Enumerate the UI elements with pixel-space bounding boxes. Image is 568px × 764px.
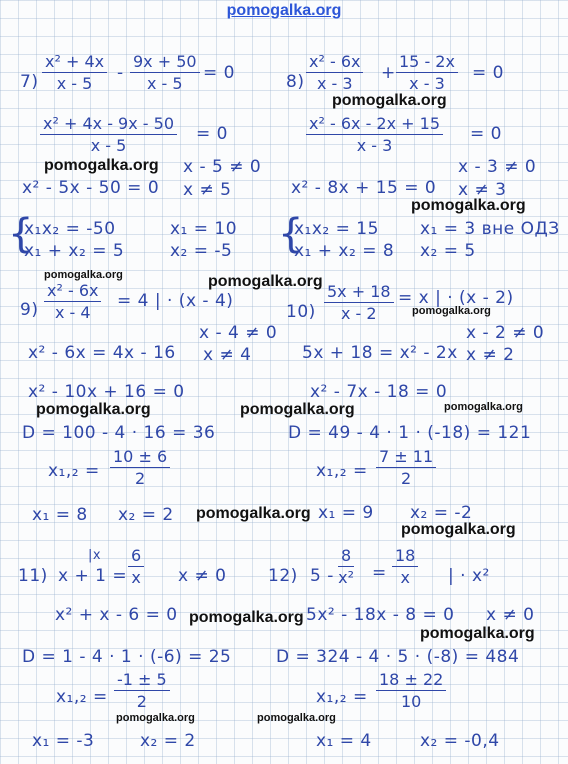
- equals-zero: = 0: [196, 124, 228, 144]
- numerator: 18 ± 22: [376, 670, 446, 691]
- left-hand-side: x + 1 =: [58, 566, 128, 586]
- right-hand-side: = x | · (x - 2): [398, 288, 514, 308]
- quadratic-equation: x² - 10x + 16 = 0: [28, 382, 185, 402]
- watermark: pomogalka.org: [44, 157, 159, 174]
- numerator: -1 ± 5: [114, 670, 170, 691]
- discriminant: D = 100 - 4 · 16 = 36: [22, 423, 216, 443]
- fraction: [130, 52, 200, 93]
- site-link[interactable]: pomogalka.org: [226, 2, 342, 19]
- vieta-product: x₁x₂ = -50: [24, 219, 116, 239]
- numerator: 9x + 50: [130, 52, 200, 73]
- system-brace: {: [278, 211, 304, 257]
- numerator: 6: [128, 546, 144, 567]
- numerator: 8: [338, 546, 354, 567]
- root-2: x₂ = -2: [410, 503, 473, 523]
- fraction: [44, 281, 101, 322]
- combined-fraction: [40, 114, 177, 155]
- operator: -: [117, 63, 124, 83]
- equals-sign: =: [372, 563, 387, 583]
- denominator: x²: [338, 568, 355, 587]
- numerator: 5x + 18: [324, 282, 394, 303]
- root-2: x₂ = -5: [170, 241, 233, 261]
- roots-formula-label: x₁,₂ =: [48, 461, 100, 481]
- operator: +: [381, 63, 396, 83]
- equation-step: 5x + 18 = x² - 2x: [302, 343, 458, 363]
- equals-zero: = 0: [203, 63, 235, 83]
- watermark: pomogalka.org: [44, 269, 123, 281]
- watermark: pomogalka.org: [332, 92, 447, 109]
- quadratic-equation: 5x² - 18x - 8 = 0: [306, 605, 455, 625]
- watermark: pomogalka.org: [401, 521, 516, 538]
- fraction: [128, 546, 144, 587]
- equals-zero: = 0: [472, 63, 504, 83]
- denominator: x - 4: [54, 303, 91, 322]
- denominator: x - 5: [56, 74, 93, 93]
- root-1: x₁ = 3 вне ОДЗ: [420, 219, 560, 239]
- fraction: [306, 52, 363, 93]
- watermark: pomogalka.org: [412, 305, 491, 317]
- domain-condition: x ≠ 0: [178, 566, 227, 586]
- multiplier-note: |x: [88, 548, 102, 563]
- domain-condition: x ≠ 3: [458, 180, 507, 200]
- numerator: x² - 6x: [44, 281, 101, 302]
- root-1: x₁ = 9: [318, 503, 374, 523]
- root-2: x₂ = 2: [118, 505, 174, 525]
- numerator: x² - 6x: [306, 52, 363, 73]
- root-2: x₂ = 5: [420, 241, 476, 261]
- denominator: x: [131, 568, 141, 587]
- denominator: x - 3: [356, 136, 393, 155]
- roots-formula: [376, 670, 446, 711]
- numerator: x² + 4x: [42, 52, 107, 73]
- domain-condition: x ≠ 0: [486, 605, 535, 625]
- root-2: x₂ = 2: [140, 731, 196, 751]
- watermark: pomogalka.org: [411, 197, 526, 214]
- multiplier-note: | · x²: [448, 566, 490, 586]
- domain-condition: x ≠ 5: [183, 180, 232, 200]
- watermark: pomogalka.org: [196, 505, 311, 522]
- domain-condition: x ≠ 4: [203, 345, 252, 365]
- discriminant: D = 1 - 4 · 1 · (-6) = 25: [22, 647, 232, 667]
- equation-step: x² - 6x = 4x - 16: [28, 343, 176, 363]
- numerator: x² - 6x - 2x + 15: [306, 114, 443, 135]
- roots-formula: [110, 447, 170, 488]
- fraction: [42, 52, 107, 93]
- domain-condition: x ≠ 2: [466, 345, 515, 365]
- roots-formula: [114, 670, 170, 711]
- watermark: pomogalka.org: [257, 712, 336, 724]
- vieta-sum: x₁ + x₂ = 8: [294, 241, 395, 261]
- problem-number: 8): [286, 72, 305, 92]
- watermark: pomogalka.org: [116, 712, 195, 724]
- quadratic-equation: x² - 5x - 50 = 0: [22, 178, 160, 198]
- root-1: x₁ = -3: [32, 731, 95, 751]
- domain-condition: x - 5 ≠ 0: [183, 157, 262, 177]
- fraction: [338, 546, 354, 587]
- denominator: 2: [134, 469, 146, 488]
- denominator: x - 3: [316, 74, 353, 93]
- fraction: [324, 282, 394, 323]
- denominator: 2: [136, 692, 147, 711]
- watermark: pomogalka.org: [444, 401, 523, 413]
- problem-number: 9): [20, 300, 39, 320]
- denominator: x - 3: [409, 74, 445, 93]
- root-2: x₂ = -0,4: [420, 731, 500, 751]
- roots-formula: [376, 447, 436, 488]
- denominator: x - 5: [147, 74, 183, 93]
- watermark: pomogalka.org: [240, 401, 355, 418]
- roots-formula-label: x₁,₂ =: [316, 687, 368, 707]
- discriminant: D = 324 - 4 · 5 · (-8) = 484: [276, 647, 520, 667]
- left-hand-side: 5 -: [310, 566, 334, 586]
- denominator: x: [400, 568, 410, 587]
- watermark: pomogalka.org: [36, 401, 151, 418]
- quadratic-equation: x² - 8x + 15 = 0: [291, 178, 437, 198]
- problem-number: 7): [20, 72, 39, 92]
- denominator: x - 5: [90, 136, 127, 155]
- system-brace: {: [8, 211, 34, 257]
- numerator: 18: [392, 546, 418, 567]
- vieta-sum: x₁ + x₂ = 5: [24, 241, 125, 261]
- quadratic-equation: x² + x - 6 = 0: [55, 605, 178, 625]
- problem-number: 12): [268, 566, 298, 586]
- combined-fraction: [306, 114, 443, 155]
- roots-formula-label: x₁,₂ =: [316, 461, 368, 481]
- numerator: 10 ± 6: [110, 447, 170, 468]
- problem-number: 10): [286, 302, 316, 322]
- watermark: pomogalka.org: [208, 273, 323, 290]
- right-hand-side: = 4 | · (x - 4): [117, 291, 234, 311]
- watermark: pomogalka.org: [420, 625, 535, 642]
- fraction: [396, 52, 458, 93]
- roots-formula-label: x₁,₂ =: [56, 687, 108, 707]
- root-1: x₁ = 8: [32, 505, 88, 525]
- domain-condition: x - 4 ≠ 0: [199, 323, 278, 343]
- domain-condition: x - 3 ≠ 0: [458, 157, 537, 177]
- fraction: [392, 546, 418, 587]
- vieta-product: x₁x₂ = 15: [294, 219, 379, 239]
- root-1: x₁ = 4: [316, 731, 372, 751]
- equals-zero: = 0: [470, 124, 502, 144]
- root-1: x₁ = 10: [170, 219, 238, 239]
- denominator: x - 2: [341, 304, 377, 323]
- denominator: 10: [400, 692, 422, 711]
- domain-condition: x - 2 ≠ 0: [466, 323, 545, 343]
- watermark: pomogalka.org: [189, 609, 304, 626]
- problem-number: 11): [18, 566, 48, 586]
- discriminant: D = 49 - 4 · 1 · (-18) = 121: [288, 423, 532, 443]
- numerator: 7 ± 11: [376, 447, 436, 468]
- quadratic-equation: x² - 7x - 18 = 0: [310, 382, 448, 402]
- numerator: x² + 4x - 9x - 50: [40, 114, 177, 135]
- numerator: 15 - 2x: [396, 52, 458, 73]
- denominator: 2: [400, 469, 412, 488]
